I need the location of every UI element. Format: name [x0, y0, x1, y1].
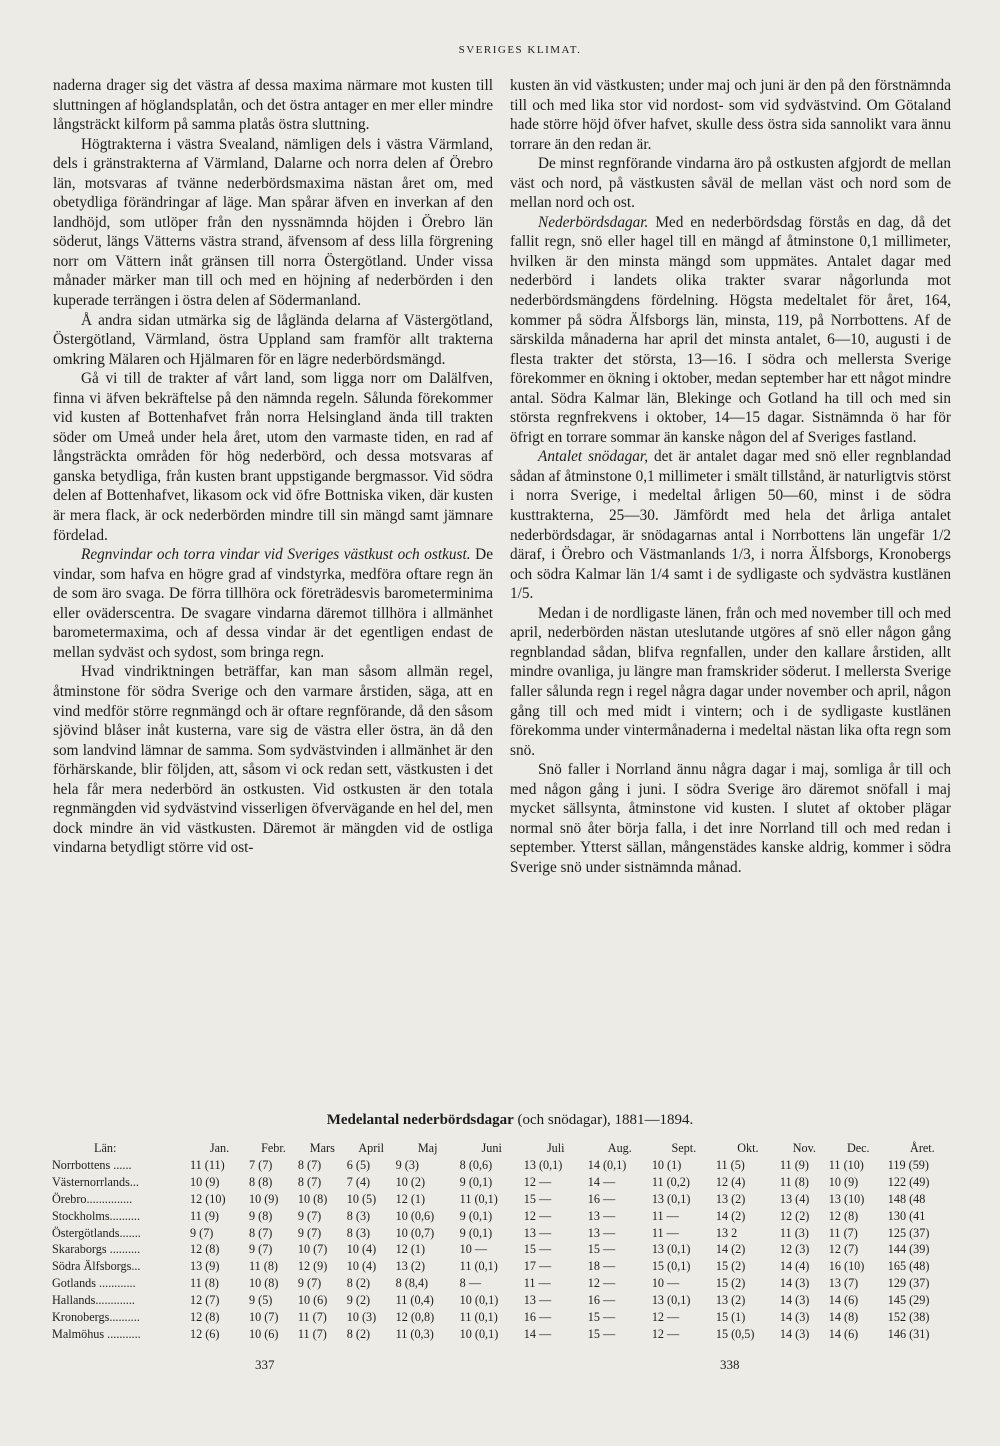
- column-header: April: [358, 1141, 385, 1155]
- table-row: [52, 1191, 957, 1208]
- table-cell: 119 (59): [887, 1157, 929, 1172]
- table-cell: 10 —: [459, 1242, 488, 1257]
- table-cell: 14 (3): [779, 1276, 810, 1291]
- table-cell: 12 (4): [715, 1174, 746, 1189]
- row-label: Skaraborgs ..........: [52, 1242, 141, 1257]
- paragraph: [510, 213, 951, 448]
- table-cell: 13 —: [523, 1225, 552, 1240]
- table-cell: 16 —: [523, 1310, 552, 1325]
- table-cell: 12 (7): [828, 1242, 859, 1257]
- table-cell: 8 (8): [249, 1174, 273, 1189]
- table-cell: 8 (0,6): [459, 1157, 493, 1172]
- table-cell: 14 (3): [779, 1326, 810, 1341]
- section-heading: Nederbördsdagar.: [538, 213, 649, 231]
- table-header-row: [52, 1140, 957, 1157]
- table-cell: 11 (0,1): [459, 1310, 498, 1325]
- column-header: Febr.: [261, 1141, 286, 1155]
- table-cell: 15 —: [587, 1242, 616, 1257]
- table-cell: 17 —: [523, 1259, 552, 1274]
- table-cell: 12 (1): [395, 1191, 426, 1206]
- table-cell: 125 (37): [887, 1225, 930, 1240]
- table-cell: 11 —: [651, 1225, 679, 1240]
- table-cell: 12 —: [651, 1310, 680, 1325]
- table-row: [52, 1258, 957, 1275]
- table-cell: 8 (2): [346, 1276, 371, 1291]
- right-column: [510, 76, 951, 877]
- column-header: Jan.: [209, 1141, 230, 1155]
- column-header: Dec.: [846, 1141, 870, 1155]
- table-cell: 10 (4): [346, 1242, 377, 1257]
- table-cell: 16 —: [587, 1293, 616, 1308]
- table-cell: 10 (8): [249, 1276, 279, 1291]
- table-row: [52, 1241, 957, 1258]
- precipitation-days-table: [52, 1140, 957, 1343]
- table-cell: 13 (0,1): [523, 1157, 563, 1172]
- paragraph: De minst regnförande vindarna äro på ostkusten afgjordt de mellan väst och nord, på västkusten såväl de mellan väst och nord som de mellan nord och ost.: [510, 155, 951, 212]
- table-cell: 12 (0,8): [395, 1310, 435, 1325]
- table-cell: 12 (2): [779, 1208, 810, 1223]
- column-header: Aug.: [607, 1141, 632, 1155]
- table-cell: 11 (7): [297, 1310, 327, 1325]
- table-cell: 11 (9): [779, 1157, 809, 1172]
- table-cell: 11 (7): [828, 1225, 858, 1240]
- table-row: [52, 1157, 957, 1174]
- table-cell: 13 —: [523, 1293, 552, 1308]
- paragraph-text: Med en nederbördsdag förstås en dag, då det fallit regn, snö eller hagel till en mängd af åtminstone 0,1 millimeter, hvilken är den minsta mängd som uppmätes. Antalet dagar med nederbörd i landets olika trakter svarar någorlunda mot nederbördsmängdens fördelning. Högsta medeltalet för året, 164, kommer på södra Älfsborgs län, minsta, 119, på Norrbottens. Af de särskilda månaderna har april det minsta antalet, 6—10, augusti i de flesta trakter det största, 13—16. I södra och mellersta Sverige förekommer en ökning i oktober, medan september har ett något mindre antal. Södra Kalmar län, Blekinge och Gotland ha till och med sin största regnfrekvens i oktober, 14—15 dagar. Sistnämnda ö har för öfrigt en torrare sommar än kanske någon del af Sveriges fastland.: [510, 213, 951, 446]
- column-header: Mars: [309, 1141, 335, 1155]
- table-cell: 9 (7): [190, 1225, 214, 1240]
- table-cell: 10 (0,7): [395, 1225, 435, 1240]
- table-row: [52, 1326, 957, 1343]
- row-label: Kronobergs..........: [52, 1310, 140, 1325]
- table-cell: 7 (7): [249, 1157, 273, 1172]
- table-cell: 11 (0,1): [459, 1191, 498, 1206]
- table-cell: 14 —: [523, 1326, 552, 1341]
- table-row: [52, 1208, 957, 1225]
- paragraph: Gå vi till de trakter af vårt land, som ligga norr om Dalälfven, finna vi äfven bekräftelse på den nämnda regeln. Sålunda förekommer vid kusten af Bottenhafvet från norra Helsingland ända till trakten söder om Umeå under hela året, utom den varmaste tiden, en rad af långsträckta områden för hög nederbörd, och dessa motsvaras af ganska betydliga, från kusten brant uppstigande bergmassor. Vid södra delen af Bottenhafvet, likasom ock vid öfre Bottniska viken, där kusten är mera flack, är ock nederbörden mindre till sin mängd samt jämnare fördelad.: [53, 370, 493, 544]
- table-cell: 9 (7): [297, 1276, 322, 1291]
- table-cell: 10 (7): [249, 1310, 279, 1325]
- table-cell: 12 —: [587, 1276, 616, 1291]
- table-title-main: Medelantal nederbördsdagar: [326, 1112, 514, 1128]
- table-cell: 13 (10): [828, 1191, 865, 1206]
- table-cell: 15 (0,5): [715, 1326, 755, 1341]
- table-cell: 13 (9): [190, 1259, 220, 1274]
- table-cell: 8 (8,4): [395, 1276, 429, 1291]
- table-cell: 18 —: [587, 1259, 616, 1274]
- table-cell: 10 (6): [297, 1293, 328, 1308]
- paragraph-text: det är antalet dagar med snö eller regnblandad sådan af åtminstone 0,1 millimeter i smält tillstånd, är naturligtvis störst i norra Sverige, i medeltal årligen 50—60, minst i de södra kusttrakterna, 25—30. Jämfördt med hela det årliga antalet nederbördsdagar, är snödagarnas antal i Norrbottens län ungefär 1/2 däraf, i Örebro och Västmanlands 1/3, i norra Älfsborgs, Kronobergs och södra Kalmar län 1/4 samt i de sydligaste och sydvästra kustlänen 1/5.: [510, 448, 952, 603]
- table-cell: 14 (3): [779, 1310, 810, 1325]
- table-cell: 10 (9): [828, 1174, 859, 1189]
- table-cell: 15 —: [587, 1326, 616, 1341]
- row-label: Malmöhus ...........: [52, 1326, 141, 1341]
- table-cell: 13 (4): [779, 1191, 810, 1206]
- table-cell: 11 —: [651, 1208, 679, 1223]
- table-cell: 16 (10): [828, 1259, 865, 1274]
- table-cell: 14 (3): [779, 1293, 810, 1308]
- table-cell: 13 2: [715, 1225, 738, 1240]
- row-label: Västernorrlands...: [52, 1174, 139, 1189]
- paragraph: kusten än vid västkusten; under maj och juni är den på den förstnämnda till och med lika stor vid nordost- som vid sydvästvind. Om Götaland hade större höjd öfver hafvet, skulle dess östra sida sannolikt vara ännu torrare än den redan är.: [510, 77, 951, 153]
- row-label: Södra Älfsborgs...: [52, 1259, 141, 1274]
- row-label: Örebro...............: [52, 1191, 133, 1206]
- table-cell: 12 —: [523, 1174, 552, 1189]
- table-cell: 13 (7): [828, 1276, 859, 1291]
- table-cell: 12 (8): [828, 1208, 859, 1223]
- table-cell: 15 —: [523, 1191, 552, 1206]
- table-cell: 13 (2): [715, 1191, 746, 1206]
- page-number-right: 338: [720, 1357, 740, 1372]
- section-heading: Antalet snödagar,: [538, 448, 649, 466]
- table-cell: 9 (5): [249, 1293, 273, 1308]
- column-header: Juni: [481, 1141, 502, 1155]
- table-cell: 11 (0,3): [395, 1326, 434, 1341]
- table-cell: 9 (8): [249, 1208, 273, 1223]
- paragraph: Medan i de nordligaste länen, från och med november till och med april, nederbörden nästan uteslutande utgöres af snö eller någon gång regnblandad sådan, blifva regnfallen, under den kallare årstiden, allt mindre ovanliga, ju längre man framskrider söderut. I mellersta Sverige faller sålunda regn i regel några dagar under november och april, någon gång till och med midt i vintern; och i de sydligaste kustlänen förekomma under vintermånaderna i medeltal nästan lika ofta regn som snö.: [510, 604, 951, 759]
- table-cell: 145 (29): [887, 1293, 930, 1308]
- table-cell: 11 (7): [297, 1326, 327, 1341]
- table-cell: 11 (8): [249, 1259, 278, 1274]
- row-label: Hallands.............: [52, 1293, 135, 1308]
- paragraph: [53, 545, 493, 662]
- table-cell: 10 (2): [395, 1174, 426, 1189]
- paragraph: Å andra sidan utmärka sig de låglända delarna af Västergötland, Östergötland, Värmland, östra Uppland sam framför allt trakterna omkring Mälaren och Hjälmaren för en lägre nederbördsmängd.: [53, 311, 493, 368]
- table-cell: 10 (9): [190, 1174, 220, 1189]
- row-label: Gotlands ............: [52, 1276, 136, 1291]
- table-cell: 11 (0,1): [459, 1259, 498, 1274]
- table-cell: 10 —: [651, 1276, 680, 1291]
- paragraph: [510, 447, 951, 603]
- table-cell: 15 (2): [715, 1259, 746, 1274]
- table-cell: 12 (1): [395, 1242, 426, 1257]
- table-cell: 9 (0,1): [459, 1225, 493, 1240]
- table-row: [52, 1292, 957, 1309]
- table-cell: 12 (9): [297, 1259, 328, 1274]
- table-cell: 10 (7): [297, 1242, 328, 1257]
- table-cell: 12 (10): [190, 1191, 226, 1206]
- paragraph-text: De vindar, som hafva en högre grad af vindstyrka, medföra oftare regn än de som äro svaga. De förra tillhöra ock företrädesvis barometerminima eller oväderscentra. De svagare vindarna däremot tillhöra i allmänhet barometermaxima, och af dessa vindar är det egentligen endast de mellan sydväst och sydost, som bringa regn.: [53, 546, 493, 661]
- table-cell: 16 —: [587, 1191, 616, 1206]
- table-title: [0, 1112, 1000, 1129]
- table-cell: 10 (0,1): [459, 1293, 499, 1308]
- table-cell: 12 (6): [190, 1326, 220, 1341]
- table-cell: 14 (6): [828, 1293, 859, 1308]
- left-column: [53, 76, 493, 858]
- column-header: Okt.: [737, 1141, 759, 1155]
- table-cell: 9 (0,1): [459, 1208, 493, 1223]
- table-cell: 10 (0,6): [395, 1208, 435, 1223]
- column-header-lan: Län:: [94, 1141, 117, 1155]
- table-cell: 15 —: [523, 1242, 552, 1257]
- running-header: SVERIGES KLIMAT.: [458, 44, 582, 56]
- table-cell: 13 (0,1): [651, 1191, 691, 1206]
- table-cell: 10 (8): [297, 1191, 328, 1206]
- table-cell: 11 (8): [779, 1174, 809, 1189]
- table-cell: 11 (0,2): [651, 1174, 690, 1189]
- table-cell: 14 (4): [779, 1259, 810, 1274]
- table-cell: 8 (7): [297, 1174, 322, 1189]
- paragraph: Hvad vindriktningen beträffar, kan man såsom allmän regel, åtminstone för södra Sverige och den varmare årstiden, säga, att en vind medför större regnmängd och är oftare regnförande, då den såsom sjövind blåser inåt kusterna, vare sig de västra eller östra, än då den som landvind lämnar de samma. Som sydvästvinden i allmänhet är den förhärskande, blir följden, att, såsom vi ock redan sett, västkusten i det hela får mera nederbörd än ostkusten. Vid ostkusten är den totala regnmängden vid sydvästvind visserligen öfvervägande en hel del, men dock mindre än vid västkusten. Däremot är mängden vid de ostliga vindarna betydligt större vid ost-: [53, 663, 493, 857]
- table-cell: 15 (2): [715, 1276, 746, 1291]
- table-cell: 15 (0,1): [651, 1259, 691, 1274]
- table-cell: 10 (5): [346, 1191, 377, 1206]
- table-cell: 13 (0,1): [651, 1242, 691, 1257]
- table-cell: 12 (7): [190, 1293, 220, 1308]
- row-label: Stockholms..........: [52, 1208, 141, 1223]
- table-cell: 12 (8): [190, 1242, 220, 1257]
- table-cell: 6 (5): [346, 1157, 371, 1172]
- page-number-left: 337: [255, 1357, 275, 1372]
- section-heading: Regnvindar och torra vindar vid Sveriges västkust och ostkust.: [81, 546, 471, 564]
- table-cell: 13 (0,1): [651, 1293, 691, 1308]
- table-cell: 152 (38): [887, 1310, 930, 1325]
- table-row: [52, 1275, 957, 1292]
- table-cell: 8 (3): [346, 1225, 371, 1240]
- table-cell: 8 (7): [249, 1225, 273, 1240]
- table-cell: 13 —: [587, 1208, 616, 1223]
- table-cell: 8 (2): [346, 1326, 371, 1341]
- table-cell: 13 (2): [395, 1259, 426, 1274]
- row-label: Östergötlands.......: [52, 1225, 141, 1240]
- table-cell: 11 (5): [715, 1157, 745, 1172]
- row-label: Norrbottens ......: [52, 1157, 132, 1172]
- table-cell: 10 (3): [346, 1310, 377, 1325]
- table-cell: 12 —: [651, 1326, 680, 1341]
- table-cell: 9 (7): [297, 1225, 322, 1240]
- table-cell: 10 (0,1): [459, 1326, 499, 1341]
- table-cell: 148 (48: [887, 1191, 926, 1206]
- table-cell: 14 (2): [715, 1208, 746, 1223]
- table-cell: 14 (6): [828, 1326, 859, 1341]
- table-cell: 12 (3): [779, 1242, 810, 1257]
- table-cell: 11 (0,4): [395, 1293, 434, 1308]
- table-cell: 13 —: [587, 1225, 616, 1240]
- table-cell: 10 (9): [249, 1191, 279, 1206]
- table-cell: 10 (6): [249, 1326, 279, 1341]
- table-title-sub: (och snödagar), 1881—1894.: [517, 1112, 694, 1128]
- table-cell: 8 (3): [346, 1208, 371, 1223]
- table-cell: 12 —: [523, 1208, 552, 1223]
- table-cell: 9 (2): [346, 1293, 371, 1308]
- table-cell: 14 (2): [715, 1242, 746, 1257]
- paragraph: Snö faller i Norrland ännu några dagar i maj, somliga år till och med någon gång i juni. I södra Sverige äro däremot snöfall i maj mycket sällsynta, åtminstone vid kusten. I slutet af oktober plägar normal snö åter börja falla, i det inre Norrland till och med redan i september. Ytterst sällan, mångenstädes kanske aldrig, kommer i södra Sverige snö under sistnämnda månad.: [510, 761, 951, 876]
- column-header: Året.: [910, 1141, 935, 1155]
- table-cell: 9 (7): [249, 1242, 273, 1257]
- table-cell: 8 (7): [297, 1157, 322, 1172]
- column-header: Nov.: [792, 1141, 816, 1155]
- table-cell: 165 (48): [887, 1259, 930, 1274]
- table-cell: 7 (4): [346, 1174, 371, 1189]
- table-body: [52, 1157, 957, 1343]
- table-cell: 11 (3): [779, 1225, 809, 1240]
- table-cell: 15 —: [587, 1310, 616, 1325]
- table-cell: 122 (49): [887, 1174, 930, 1189]
- table-cell: 9 (7): [297, 1208, 322, 1223]
- paragraph: Högtrakterna i västra Svealand, nämligen dels i västra Värmland, dels i gränstrakterna af Värmland, Dalarne och norra delen af Örebro län, motsvaras af tvänne nederbördsmaxima nästan året om, med obetydliga förändringar af läge. Man spårar äfven en inverkan af den landhöjd, som utlöper från den nyssnämnda höjden i Örebro län söderut, längs Vätterns västra strand, äfvensom af dess lilla förgrening norr om Vättern inåt gränsen till norra Östergötland. Under vissa månader märker man till och med en höjning af nederbörden i den kuperade terrängen i östra delen af Södermanland.: [53, 135, 493, 310]
- table-cell: 15 (1): [715, 1310, 746, 1325]
- table-cell: 14 —: [587, 1174, 616, 1189]
- column-header: Juli: [546, 1141, 565, 1155]
- table-row: [52, 1174, 957, 1191]
- column-header: Sept.: [671, 1141, 697, 1155]
- table-cell: 10 (4): [346, 1259, 377, 1274]
- table-cell: 11 —: [523, 1276, 551, 1291]
- table-cell: 8 —: [459, 1276, 481, 1291]
- table-cell: 11 (9): [190, 1208, 219, 1223]
- table-cell: 14 (0,1): [587, 1157, 627, 1172]
- table-cell: 11 (10): [828, 1157, 864, 1172]
- table-cell: 10 (1): [651, 1157, 682, 1172]
- paragraph: naderna drager sig det västra af dessa maxima närmare mot kusten till sluttningen af höglandsplatån, och det östra antager en mer eller mindre långsträckt kilform på samma platås östra sluttning.: [53, 77, 493, 134]
- table-row: [52, 1225, 957, 1242]
- table-cell: 129 (37): [887, 1276, 930, 1291]
- table-cell: 130 (41: [887, 1208, 926, 1223]
- table-cell: 144 (39): [887, 1242, 930, 1257]
- table-cell: 14 (8): [828, 1310, 859, 1325]
- table-cell: 12 (8): [190, 1310, 220, 1325]
- table-cell: 13 (2): [715, 1293, 746, 1308]
- table-cell: 9 (0,1): [459, 1174, 493, 1189]
- column-header: Maj: [417, 1141, 438, 1155]
- table-cell: 9 (3): [395, 1157, 419, 1172]
- table-cell: 11 (11): [190, 1157, 225, 1172]
- table-row: [52, 1309, 957, 1326]
- table-cell: 11 (8): [190, 1276, 219, 1291]
- table-cell: 146 (31): [887, 1326, 930, 1341]
